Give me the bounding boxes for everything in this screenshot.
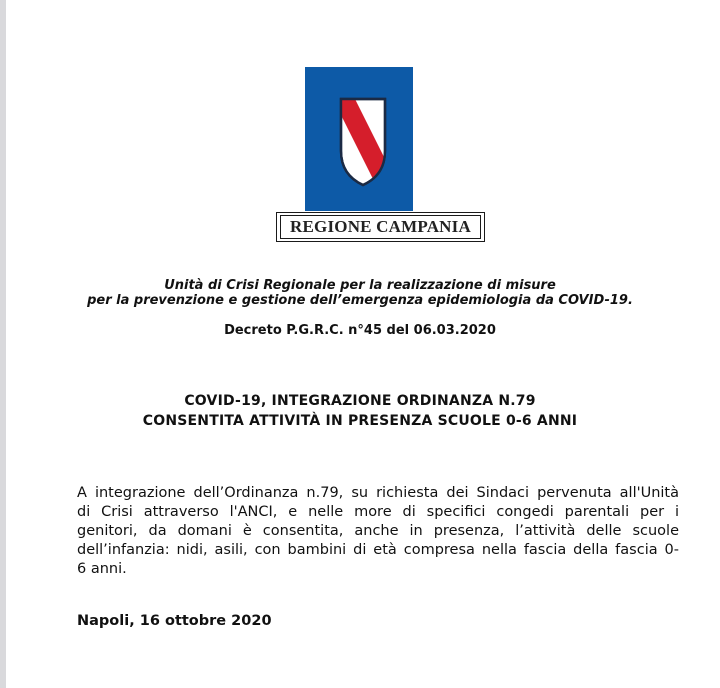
place-and-date: Napoli, 16 ottobre 2020	[77, 613, 272, 629]
page-left-edge	[0, 0, 6, 688]
decree-reference: Decreto P.G.R.C. n°45 del 06.03.2020	[224, 323, 496, 338]
ordinance-body-paragraph	[77, 484, 679, 579]
body-line: di Crisi attraverso l'ANCI, e nelle more di specifici congedi parentali per i	[77, 504, 679, 520]
shield-icon	[305, 67, 413, 211]
body-line: dell’infanzia: nidi, asili, con bambini di età compresa nella fascia della fascia 0-	[77, 542, 679, 558]
body-line: 6 anni.	[77, 561, 127, 577]
region-coat-of-arms-logo	[305, 67, 413, 211]
body-line: A integrazione dell’Ordinanza n.79, su richiesta dei Sindaci pervenuta all'Unità	[77, 485, 679, 501]
logo-caption-frame	[276, 212, 485, 242]
crisis-unit-line-2: per la prevenzione e gestione dell’emergenza epidemiologia da COVID-19.	[87, 293, 633, 308]
body-line: genitori, da domani è consentita, anche in presenza, l’attività delle scuole	[77, 523, 679, 539]
logo-caption-text: REGIONE CAMPANIA	[280, 215, 481, 239]
ordinance-title-line-1: COVID-19, INTEGRAZIONE ORDINANZA N.79	[184, 393, 536, 409]
ordinance-title-line-2: CONSENTITA ATTIVITÀ IN PRESENZA SCUOLE 0-6 ANNI	[142, 413, 578, 429]
crisis-unit-line-1: Unità di Crisi Regionale per la realizzazione di misure	[164, 278, 556, 293]
